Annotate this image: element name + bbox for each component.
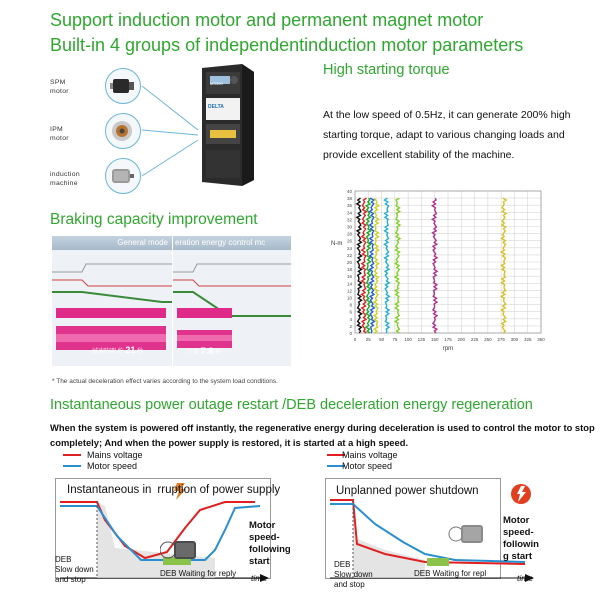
y-tick-label: 6: [349, 309, 352, 315]
torque-series-line: [384, 198, 389, 333]
y-tick-label: 28: [346, 231, 352, 237]
y-tick-label: 4: [349, 316, 352, 322]
induction-motor-icon: [105, 158, 141, 194]
left-follow-label: Motor speed- following start: [249, 520, 291, 567]
y-tick-label: 12: [346, 288, 352, 294]
x-tick-label: 325: [523, 337, 532, 342]
y-tick-label: 22: [346, 252, 352, 258]
regen-mode-header: eration energy control mc: [173, 236, 291, 250]
right-legend: Mains voltage Motor speed: [342, 450, 398, 471]
y-tick-label: 8: [349, 302, 352, 308]
x-tick-label: 300: [510, 337, 519, 342]
y-tick-label: 30: [346, 224, 352, 230]
deb-title: Instantaneous power outage restart /DEB deceleration energy regeneration: [50, 397, 533, 413]
x-tick-label: 250: [484, 337, 492, 342]
x-tick-label: 150: [430, 337, 439, 342]
torque-series-line: [395, 198, 400, 333]
y-tick-label: 20: [346, 260, 352, 265]
regen-mode-panel: [173, 236, 291, 366]
drive-brand: DELTA: [208, 104, 224, 110]
y-tick-label: 0: [349, 331, 352, 336]
x-tick-label: 200: [457, 337, 466, 342]
general-mode-time: 減速時間 約 21 秒: [92, 345, 144, 355]
left-motor-icon: [160, 535, 202, 565]
general-mode-header: General mode: [52, 236, 172, 250]
left-wait-label: DEB Waiting for reply: [160, 569, 237, 578]
motor-label-induction: induction machine: [50, 171, 80, 187]
y-tick-label: 10: [346, 295, 352, 301]
y-axis-label: N-m: [331, 240, 343, 247]
header-line-1: Support induction motor and permanent magnet motor: [50, 10, 484, 30]
torque-series-line: [370, 198, 375, 333]
torque-series-line: [374, 198, 379, 333]
torque-title: High starting torque: [323, 62, 450, 78]
left-time-label: time: [251, 573, 268, 583]
y-tick-label: 14: [346, 281, 352, 287]
general-mode-panel: [52, 236, 172, 366]
y-tick-label: 2: [349, 323, 352, 329]
y-tick-label: 18: [346, 267, 352, 273]
x-tick-label: 50: [379, 337, 385, 342]
header-line-2: Built-in 4 groups of independentinduction motor parameters: [50, 35, 524, 55]
y-tick-label: 32: [346, 217, 352, 223]
x-tick-label: 175: [444, 337, 452, 342]
right-deb-label: DEB Slow down and stop: [334, 560, 373, 589]
y-tick-label: 40: [346, 189, 352, 194]
y-tick-label: 36: [346, 203, 352, 209]
x-tick-label: 0: [353, 337, 357, 342]
left-legend-swatches: [63, 452, 83, 472]
y-tick-label: 26: [346, 238, 352, 244]
left-deb-title: Instantaneous in rruption of power supply: [67, 484, 281, 496]
right-wait-label: DEB Waiting for repl: [414, 569, 487, 578]
x-tick-label: 125: [417, 337, 426, 342]
deb-description: When the system is powered off instantly, the regenerative energy during deceleration is used to control the motor to stop completely; And when the power supply is restored, it is started at a high speed.: [50, 422, 595, 448]
torque-series-line: [432, 198, 437, 333]
braking-note: * The actual deceleration effect varies according to the system load conditions.: [52, 378, 278, 385]
right-motor-icon: [448, 520, 488, 548]
x-tick-label: 25: [365, 337, 371, 342]
ipm-motor-icon: [105, 113, 141, 149]
motor-label-spm: SPM motor: [50, 79, 69, 95]
y-tick-label: 34: [346, 210, 352, 216]
x-tick-label: 350: [537, 337, 545, 342]
x-axis-label: rpm: [442, 346, 454, 352]
motor-label-ipm: IPM motor: [50, 126, 69, 142]
left-legend: Mains voltage Motor speed: [87, 450, 143, 471]
torque-chart: [325, 185, 553, 355]
regen-mode-time: 只需 7.8 秒: [187, 346, 221, 356]
motor-connector-lines: [140, 80, 200, 190]
x-tick-label: 75: [392, 337, 398, 342]
y-tick-label: 16: [346, 274, 352, 280]
right-follow-label: Motor speed- followin g start: [503, 515, 539, 562]
left-deb-label: DEB Slow down and stop: [55, 555, 94, 584]
right-deb-title: Unplanned power shutdown: [336, 485, 479, 497]
ac-drive-image: [196, 60, 258, 188]
torque-description: At the low speed of 0.5Hz, it can generate 200% high starting torque, adapt to various changing loads and provide excellent stability of the machine.: [323, 109, 571, 161]
braking-title: Braking capacity improvement: [50, 211, 258, 228]
right-time-label: time: [517, 573, 534, 583]
drive-model: MS300: [210, 81, 223, 86]
y-tick-label: 38: [346, 196, 352, 202]
y-tick-label: 24: [346, 245, 352, 251]
torque-series-line: [501, 198, 506, 333]
torque-series-line: [362, 198, 367, 333]
x-tick-label: 225: [470, 337, 479, 342]
torque-series-line: [357, 198, 362, 333]
x-tick-label: 275: [497, 337, 505, 342]
x-tick-label: 100: [404, 337, 412, 342]
spm-motor-icon: [105, 68, 141, 104]
